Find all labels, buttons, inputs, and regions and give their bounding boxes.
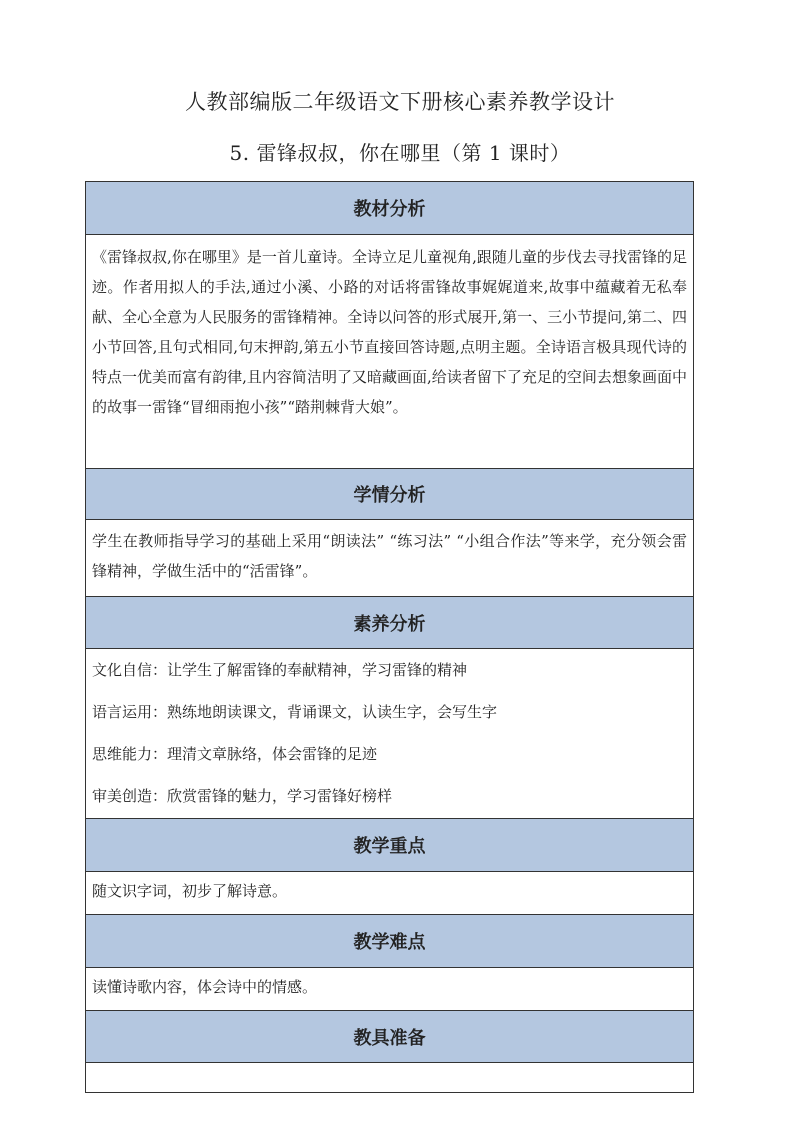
lesson-plan-table xyxy=(85,181,694,1093)
teaching-focus-body: 随文识字词，初步了解诗意。 xyxy=(86,872,693,915)
teaching-difficulty-header: 教学难点 xyxy=(86,915,693,968)
literacy-item-aesthetics: 审美创造：欣赏雷锋的魅力，学习雷锋好榜样 xyxy=(92,787,393,805)
document-subtitle: 5. 雷锋叔叔，你在哪里（第 1 课时） xyxy=(229,141,571,165)
teaching-difficulty-body: 读懂诗歌内容，体会诗中的情感。 xyxy=(86,968,693,1011)
literacy-analysis-header: 素养分析 xyxy=(86,597,693,649)
literacy-item-thinking: 思维能力：理清文章脉络，体会雷锋的足迹 xyxy=(92,745,378,763)
teaching-focus-header: 教学重点 xyxy=(86,819,693,872)
student-analysis-body: 学生在教师指导学习的基础上采用“朗读法” “练习法” “小组合作法”等来学，充分领会雷锋精神，学做生活中的“活雷锋”。 xyxy=(86,520,693,597)
literacy-analysis-body xyxy=(86,649,693,819)
literacy-item-language: 语言运用：熟练地朗读课文，背诵课文，认读生字，会写生字 xyxy=(92,703,498,721)
document-title: 人教部编版二年级语文下册核心素养教学设计 xyxy=(185,90,615,114)
teaching-materials-header: 教具准备 xyxy=(86,1011,693,1063)
literacy-item-culture: 文化自信：让学生了解雷锋的奉献精神，学习雷锋的精神 xyxy=(92,661,468,679)
student-analysis-header: 学情分析 xyxy=(86,469,693,520)
material-analysis-header: 教材分析 xyxy=(86,182,693,235)
teaching-materials-body xyxy=(86,1063,693,1092)
material-analysis-body: 《雷锋叔叔,你在哪里》是一首儿童诗。全诗立足儿童视角,跟随儿童的步伐去寻找雷锋的足迹。作者用拟人的手法,通过小溪、小路的对话将雷锋故事娓娓道来,故事中蕴藏着无私奉献、全心全意为人民服务的雷锋精神。全诗以问答的形式展开,第一、三小节提问,第二、四小节回答,且句式相同,句末押韵,第五小节直接回答诗题,点明主题。全诗语言极具现代诗的特点一优美而富有韵律,且内容简洁明了又暗藏画面,给读者留下了充足的空间去想象画面中的故事一雷锋“冒细雨抱小孩”“踏荆棘背大娘”。 xyxy=(86,235,693,469)
